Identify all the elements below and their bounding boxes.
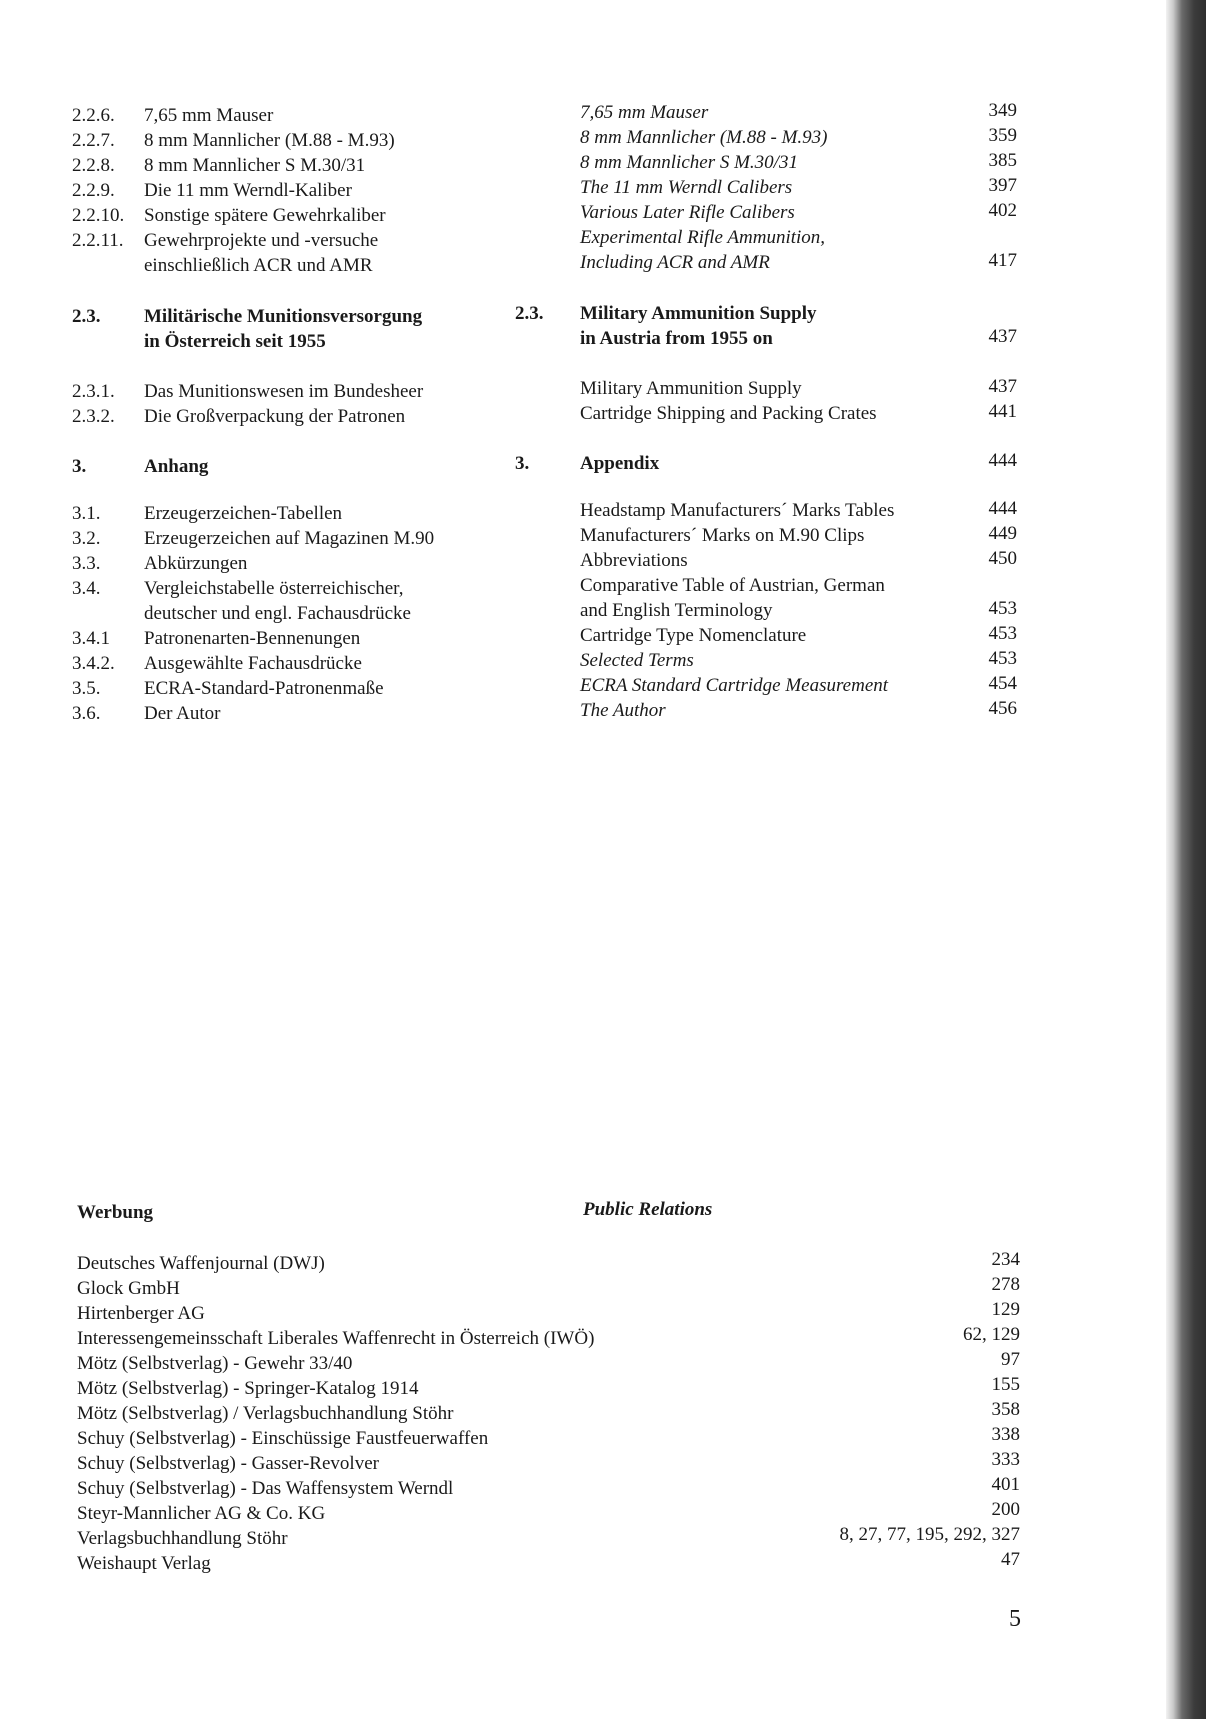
toc-number: 2.2.8. xyxy=(72,155,115,176)
toc-number: 2.2.10. xyxy=(72,205,125,226)
toc-page: 453 xyxy=(988,598,1017,619)
advertiser-name: Verlagsbuchhandlung Stöhr xyxy=(77,1528,288,1549)
advertiser-pages: 358 xyxy=(991,1399,1020,1420)
toc-number: 2.3.2. xyxy=(72,406,115,427)
advertiser-name: Schuy (Selbstverlag) - Gasser-Revolver xyxy=(77,1453,379,1474)
advertiser-pages: 200 xyxy=(991,1499,1020,1520)
section-title-de: Anhang xyxy=(144,456,209,477)
section-title-de: in Österreich seit 1955 xyxy=(144,331,326,352)
advertiser-pages: 129 xyxy=(991,1299,1020,1320)
toc-title-en: Various Later Rifle Calibers xyxy=(580,202,795,223)
toc-number: 2.2.6. xyxy=(72,105,115,126)
toc-title-de: 7,65 mm Mauser xyxy=(144,105,274,126)
advertiser-name: Steyr-Mannlicher AG & Co. KG xyxy=(77,1503,326,1524)
toc-title-en: The 11 mm Werndl Calibers xyxy=(580,177,793,198)
toc-number: 3.4.2. xyxy=(72,653,115,674)
toc-title-en: 8 mm Mannlicher (M.88 - M.93) xyxy=(580,127,828,148)
toc-title-en: Experimental Rifle Ammunition, xyxy=(580,227,826,248)
toc-title-de: Erzeugerzeichen auf Magazinen M.90 xyxy=(144,528,435,549)
section-title-en: Appendix xyxy=(580,453,660,474)
advertiser-pages: 401 xyxy=(991,1474,1020,1495)
toc-page: 444 xyxy=(988,498,1017,519)
toc-page: 359 xyxy=(988,125,1017,146)
toc-title-de: 8 mm Mannlicher (M.88 - M.93) xyxy=(144,130,395,151)
toc-number: 3.2. xyxy=(72,528,101,549)
toc-title-de: Gewehrprojekte und -versuche xyxy=(144,230,379,251)
toc-title-de: einschließlich ACR und AMR xyxy=(144,255,373,276)
toc-title-de: Abkürzungen xyxy=(144,553,248,574)
advertiser-pages: 333 xyxy=(991,1449,1020,1470)
toc-number: 3.5. xyxy=(72,678,101,699)
toc-title-en: and English Terminology xyxy=(580,600,773,621)
advertiser-pages: 155 xyxy=(991,1374,1020,1395)
advertiser-pages: 8, 27, 77, 195, 292, 327 xyxy=(839,1524,1020,1545)
toc-title-de: Die 11 mm Werndl-Kaliber xyxy=(144,180,352,201)
toc-page: 444 xyxy=(988,450,1017,471)
section-number-de: 3. xyxy=(72,456,87,477)
toc-page: 397 xyxy=(988,175,1017,196)
section-title-en: in Austria from 1955 on xyxy=(580,328,773,349)
toc-title-en: Selected Terms xyxy=(580,650,694,671)
toc-title-de: Ausgewählte Fachausdrücke xyxy=(144,653,362,674)
advertiser-pages: 47 xyxy=(1001,1549,1020,1570)
toc-page: 456 xyxy=(988,698,1017,719)
toc-number: 3.4. xyxy=(72,578,101,599)
toc-title-de: Patronenarten-Bennenungen xyxy=(144,628,361,649)
toc-title-en: The Author xyxy=(580,700,666,721)
toc-page: 441 xyxy=(988,401,1017,422)
toc-title-en: Abbreviations xyxy=(580,550,688,571)
advertiser-name: Schuy (Selbstverlag) - Einschüssige Faustfeuerwaffen xyxy=(77,1428,489,1449)
toc-page: 402 xyxy=(988,200,1017,221)
toc-title-en: 8 mm Mannlicher S M.30/31 xyxy=(580,152,798,173)
section-title-en: Military Ammunition Supply xyxy=(580,303,817,324)
toc-title-de: deutscher und engl. Fachausdrücke xyxy=(144,603,411,624)
advertiser-name: Mötz (Selbstverlag) / Verlagsbuchhandlung Stöhr xyxy=(77,1403,454,1424)
page-edge-shadow xyxy=(1166,0,1206,1719)
toc-title-de: Erzeugerzeichen-Tabellen xyxy=(144,503,343,524)
toc-title-en: Including ACR and AMR xyxy=(580,252,770,273)
advertiser-name: Hirtenberger AG xyxy=(77,1303,205,1324)
toc-page: 454 xyxy=(988,673,1017,694)
toc-title-en: Cartridge Type Nomenclature xyxy=(580,625,807,646)
advertising-heading-en: Public Relations xyxy=(583,1199,713,1220)
toc-title-de: 8 mm Mannlicher S M.30/31 xyxy=(144,155,366,176)
toc-number: 3.3. xyxy=(72,553,101,574)
toc-page: 453 xyxy=(988,648,1017,669)
advertiser-name: Glock GmbH xyxy=(77,1278,180,1299)
advertising-heading-de: Werbung xyxy=(77,1202,154,1223)
advertiser-name: Weishaupt Verlag xyxy=(77,1553,211,1574)
section-title-de: Militärische Munitionsversorgung xyxy=(144,306,423,327)
toc-title-de: Sonstige spätere Gewehrkaliber xyxy=(144,205,386,226)
advertiser-name: Schuy (Selbstverlag) - Das Waffensystem Werndl xyxy=(77,1478,454,1499)
toc-number: 2.2.11. xyxy=(72,230,124,251)
toc-title-en: ECRA Standard Cartridge Measurement xyxy=(580,675,889,696)
toc-title-de: ECRA-Standard-Patronenmaße xyxy=(144,678,384,699)
toc-page: 385 xyxy=(988,150,1017,171)
toc-title-de: Vergleichstabelle österreichischer, xyxy=(144,578,404,599)
advertiser-pages: 97 xyxy=(1001,1349,1020,1370)
advertiser-pages: 278 xyxy=(991,1274,1020,1295)
toc-page: 449 xyxy=(988,523,1017,544)
section-number-en: 3. xyxy=(515,453,530,474)
toc-number: 3.1. xyxy=(72,503,101,524)
toc-page: 437 xyxy=(988,326,1017,347)
advertiser-name: Interessengemeinsschaft Liberales Waffenrecht in Österreich (IWÖ) xyxy=(77,1328,595,1349)
section-number-de: 2.3. xyxy=(72,306,101,327)
toc-number: 2.2.7. xyxy=(72,130,115,151)
toc-page: 417 xyxy=(988,250,1017,271)
toc-page: 349 xyxy=(988,100,1017,121)
toc-title-en: Headstamp Manufacturers´ Marks Tables xyxy=(580,500,895,521)
toc-title-de: Die Großverpackung der Patronen xyxy=(144,406,406,427)
toc-title-de: Das Munitionswesen im Bundesheer xyxy=(144,381,424,402)
toc-title-en: Military Ammunition Supply xyxy=(580,378,802,399)
toc-title-en: 7,65 mm Mauser xyxy=(580,102,709,123)
toc-title-en: Comparative Table of Austrian, German xyxy=(580,575,885,596)
toc-number: 3.4.1 xyxy=(72,628,110,649)
toc-title-en: Manufacturers´ Marks on M.90 Clips xyxy=(580,525,865,546)
toc-title-de: Der Autor xyxy=(144,703,221,724)
advertiser-name: Deutsches Waffenjournal (DWJ) xyxy=(77,1253,325,1274)
advertiser-pages: 234 xyxy=(991,1249,1020,1270)
toc-page: 450 xyxy=(988,548,1017,569)
toc-title-en: Cartridge Shipping and Packing Crates xyxy=(580,403,877,424)
toc-page: 437 xyxy=(988,376,1017,397)
section-number-en: 2.3. xyxy=(515,303,544,324)
toc-number: 2.2.9. xyxy=(72,180,115,201)
toc-number: 2.3.1. xyxy=(72,381,115,402)
toc-page: 453 xyxy=(988,623,1017,644)
advertiser-pages: 62, 129 xyxy=(963,1324,1020,1345)
advertiser-pages: 338 xyxy=(991,1424,1020,1445)
page-number: 5 xyxy=(1009,1606,1021,1632)
advertiser-name: Mötz (Selbstverlag) - Gewehr 33/40 xyxy=(77,1353,353,1374)
advertiser-name: Mötz (Selbstverlag) - Springer-Katalog 1914 xyxy=(77,1378,419,1399)
toc-number: 3.6. xyxy=(72,703,101,724)
